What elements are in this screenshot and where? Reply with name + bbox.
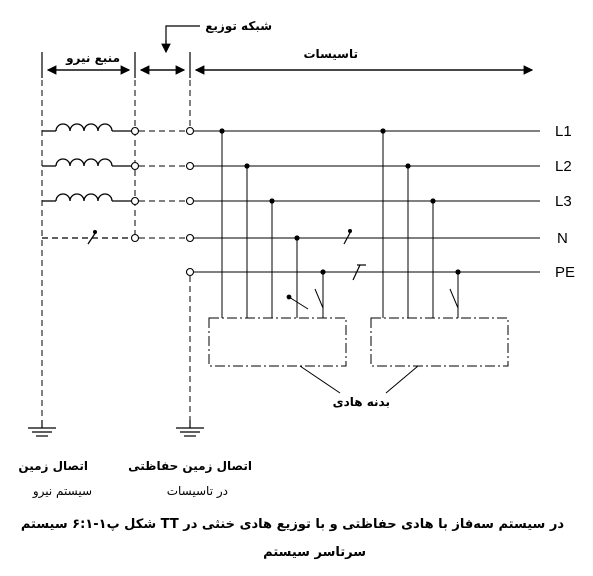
distribution-network-label: شبکه توزیع — [205, 19, 272, 33]
installation-conductors — [194, 131, 540, 272]
conductor-body-label: بدنه هادی — [332, 395, 390, 409]
left-load-taps — [222, 131, 323, 318]
power-source-label: منبع نیرو — [66, 51, 120, 65]
protective-earth-label-1: اتصال زمین حفاظتی — [128, 459, 252, 473]
right-load-taps — [383, 131, 458, 318]
caption-line-1: شکل پ۱-۶:۱ سیستم TT در سیستم سه‌فاز با هادی حفاظتی و با توزیع هادی خنثی در — [20, 517, 564, 532]
line-label-pe: PE — [555, 264, 576, 281]
line-label-n: N — [557, 230, 568, 247]
junction-dots — [219, 128, 460, 299]
neutral-switch-dot — [93, 230, 97, 234]
line-label-l1: L1 — [555, 123, 572, 140]
source-earth-label-1: اتصال زمین — [18, 459, 88, 473]
installations-label: تاسیسات — [303, 47, 358, 61]
body-leader-lines — [300, 366, 418, 393]
source-earth-icon — [28, 420, 56, 436]
line-label-l2: L2 — [555, 158, 572, 175]
equipment-bodies — [209, 318, 508, 366]
n-switch-dot — [348, 229, 352, 233]
source-earth-label-2: سیستم نیرو — [32, 484, 92, 498]
distribution-segments — [139, 131, 186, 238]
installation-earth-icon — [176, 420, 204, 436]
caption-line-2: سرتاسر سیستم — [263, 545, 366, 560]
protective-earth-label-2: در تاسیسات — [166, 484, 228, 498]
power-source-coils — [42, 124, 131, 244]
line-label-l3: L3 — [555, 193, 572, 210]
